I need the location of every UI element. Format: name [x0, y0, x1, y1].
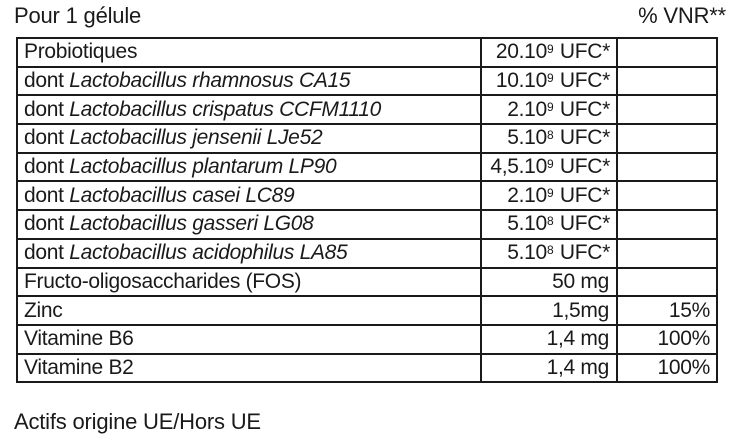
- ingredient-vnr: [617, 95, 717, 124]
- table-caption: Pour 1 gélule: [14, 3, 142, 28]
- ingredient-amount: 4,5.10$^9$ UFC*: [481, 153, 617, 182]
- ingredient-name: Fructo-oligosaccharides (FOS): [17, 268, 481, 297]
- ingredient-vnr: 100%: [617, 325, 717, 354]
- ingredient-amount: 2.10$^9$ UFC*: [481, 181, 617, 210]
- nutrition-table: [16, 37, 718, 383]
- ingredient-amount: 5.10$^8$ UFC*: [481, 124, 617, 153]
- ingredient-name: dont Lactobacillus crispatus CCFM1110: [17, 95, 481, 124]
- ingredient-name: dont Lactobacillus rhamnosus CA15: [17, 67, 481, 96]
- ingredient-vnr: [617, 38, 717, 67]
- table-row: [17, 181, 717, 210]
- ingredient-name: dont Lactobacillus gasseri LG08: [17, 210, 481, 239]
- table-row: [17, 239, 717, 268]
- ingredient-amount: 10.10$^9$ UFC*: [481, 67, 617, 96]
- ingredient-vnr: [617, 153, 717, 182]
- ingredient-vnr: 100%: [617, 354, 717, 383]
- ingredient-name: Zinc: [17, 296, 481, 325]
- ingredient-vnr: [617, 268, 717, 297]
- ingredient-amount: 1,5mg: [481, 296, 617, 325]
- ingredient-name: Vitamine B2: [17, 354, 481, 383]
- ingredient-amount: 20.10$^9$ UFC*: [481, 38, 617, 67]
- ingredient-name: dont Lactobacillus jensenii LJe52: [17, 124, 481, 153]
- table-row: [17, 124, 717, 153]
- ingredient-vnr: [617, 239, 717, 268]
- table-row: [17, 210, 717, 239]
- table-row: [17, 354, 717, 383]
- ingredient-name: dont Lactobacillus plantarum LP90: [17, 153, 481, 182]
- table-row: [17, 95, 717, 124]
- origin-note: Actifs origine UE/Hors UE: [14, 409, 261, 434]
- ingredient-amount: 2.10$^9$ UFC*: [481, 95, 617, 124]
- ingredient-vnr: [617, 67, 717, 96]
- ingredient-vnr: [617, 124, 717, 153]
- table-row: [17, 296, 717, 325]
- table-row: [17, 38, 717, 67]
- ingredient-amount: 5.10$^8$ UFC*: [481, 239, 617, 268]
- ingredient-vnr: [617, 210, 717, 239]
- table-row: [17, 153, 717, 182]
- vnr-column-header: % VNR**: [638, 3, 726, 28]
- table-row: [17, 325, 717, 354]
- ingredient-vnr: 15%: [617, 296, 717, 325]
- ingredient-amount: 1,4 mg: [481, 354, 617, 383]
- ingredient-amount: 50 mg: [481, 268, 617, 297]
- ingredient-name: Vitamine B6: [17, 325, 481, 354]
- ingredient-amount: 1,4 mg: [481, 325, 617, 354]
- ingredient-name: dont Lactobacillus acidophilus LA85: [17, 239, 481, 268]
- ingredient-vnr: [617, 181, 717, 210]
- ingredient-amount: 5.10$^8$ UFC*: [481, 210, 617, 239]
- table-row: [17, 67, 717, 96]
- table-row: [17, 268, 717, 297]
- ingredient-name: dont Lactobacillus casei LC89: [17, 181, 481, 210]
- ingredient-name: Probiotiques: [17, 38, 481, 67]
